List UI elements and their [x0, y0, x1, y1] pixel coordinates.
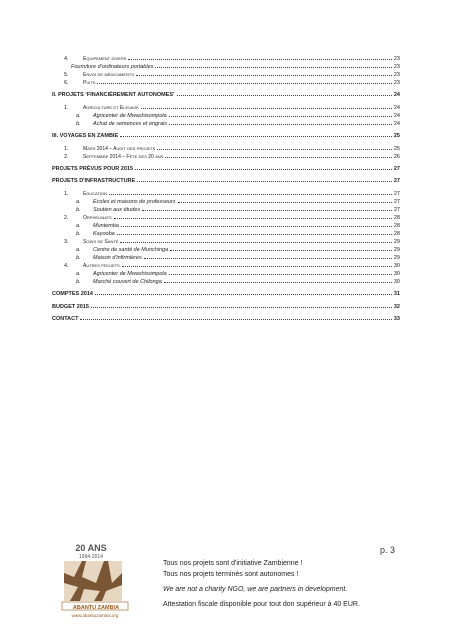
- toc-entry-page: 23: [393, 80, 400, 86]
- toc-leader-dots: [164, 276, 392, 283]
- toc-leader-dots: [169, 118, 392, 125]
- toc-entry-page: 24: [393, 120, 400, 127]
- toc-entry-title: Agricenter de Mwashisompola: [93, 270, 167, 277]
- toc-entry-title: Achat de semences et engrais: [93, 120, 167, 127]
- toc-entry-title: Septembre 2014 – Fête des 20 ans: [83, 153, 164, 160]
- logo-years: 1994-2014: [79, 554, 103, 560]
- toc-entry-title: Fourniture d'ordinateurs portables: [71, 64, 154, 70]
- toc-leader-dots: [178, 196, 392, 203]
- toc-entry-page: 23: [393, 72, 400, 78]
- toc-leader-dots: [141, 102, 392, 109]
- footer-line-1: Tous nos projets sont d'initiative Zambienne !: [163, 560, 303, 567]
- footer-line-3: We are not a charity NGO, we are partners in development.: [163, 586, 348, 593]
- toc-entry-title: Mars 2014 – Audit des projets: [83, 145, 156, 152]
- toc-entry-number: b.: [76, 278, 81, 285]
- toc-entry-page: 25: [393, 145, 400, 152]
- toc-leader-dots: [170, 244, 392, 251]
- toc-entry[interactable]: [52, 163, 400, 172]
- toc-entry[interactable]: [52, 151, 400, 160]
- toc-entry[interactable]: [52, 118, 400, 127]
- toc-entry-page: 29: [393, 254, 400, 261]
- toc-entry[interactable]: [52, 301, 400, 310]
- toc-leader-dots: [122, 260, 392, 267]
- toc-leader-dots: [80, 313, 391, 320]
- toc-leader-dots: [135, 163, 392, 170]
- toc-entry-page: 25: [393, 133, 400, 140]
- toc-entry[interactable]: [52, 288, 400, 297]
- toc-entry-number: 1.: [64, 190, 69, 197]
- toc-entry[interactable]: [52, 130, 400, 139]
- toc-leader-dots: [142, 204, 392, 211]
- toc-leader-dots: [91, 301, 392, 308]
- toc-entry-page: 24: [393, 104, 400, 111]
- toc-entry-title: Education: [83, 190, 107, 197]
- toc-entry-page: 33: [393, 316, 400, 322]
- toc-entry-page: 24: [393, 112, 400, 119]
- toc-entry[interactable]: [52, 89, 400, 98]
- toc-entry-number: a.: [76, 198, 81, 205]
- logo-brand: ABANTU ZAMBIA: [72, 605, 120, 611]
- toc-leader-dots: [128, 53, 391, 60]
- toc-entry-title: Agricenter de Mwashisompola: [93, 112, 167, 119]
- toc-leader-dots: [109, 188, 392, 195]
- toc-entry[interactable]: [52, 77, 400, 86]
- toc-entry-page: 27: [393, 198, 400, 205]
- toc-leader-dots: [114, 212, 392, 219]
- toc-leader-dots: [137, 175, 392, 182]
- logo-website: www.abantuzambia.org: [71, 613, 119, 618]
- toc-entry-title: Soins de Santé: [83, 238, 119, 245]
- toc-entry-number: 4.: [64, 56, 69, 62]
- toc-entry-title: Agriculture et Elevage: [83, 104, 139, 111]
- footer-text: [163, 558, 443, 610]
- toc-entry-title: Soutien aux études: [93, 206, 141, 213]
- footer-line-2: Tous nos projets terminés sont autonomes !: [163, 571, 299, 578]
- toc-leader-dots: [169, 110, 392, 117]
- toc-entry-number: a.: [76, 112, 81, 119]
- toc-entry[interactable]: [52, 276, 400, 285]
- toc-entry-title: II. PROJETS ‘FINANCIÈREMENT AUTONOMES’: [52, 92, 175, 99]
- toc-entry-number: 1.: [64, 145, 69, 152]
- toc-entry-title: Muntemba: [93, 222, 119, 229]
- toc-entry-number: a.: [76, 222, 81, 229]
- toc-entry-title: Marché couvert de Chilonga: [93, 278, 162, 285]
- toc-entry-title: CONTACT: [52, 316, 79, 322]
- toc-entry-title: Autres projets: [83, 262, 120, 269]
- toc-entry-page: 27: [393, 178, 400, 185]
- toc-entry-title: III. VOYAGES EN ZAMBIE: [52, 133, 119, 140]
- toc-entry[interactable]: [52, 175, 400, 184]
- toc-entry-number: b.: [76, 120, 81, 127]
- toc-entry[interactable]: [52, 313, 400, 322]
- toc-leader-dots: [177, 89, 392, 96]
- toc-entry-page: 32: [393, 303, 400, 310]
- toc-leader-dots: [120, 236, 391, 243]
- toc-leader-dots: [165, 151, 391, 158]
- toc-entry-page: 24: [393, 92, 400, 99]
- toc-leader-dots: [144, 252, 392, 259]
- toc-entry-number: 2.: [64, 153, 69, 160]
- toc-entry-number: b.: [76, 206, 81, 213]
- toc-entry-title: BUDGET 2015: [52, 303, 89, 310]
- toc-entry-title: Orphelinats: [83, 214, 112, 221]
- toc-entry-page: 23: [393, 56, 400, 62]
- toc-entry-page: 30: [393, 262, 400, 269]
- toc-entry-page: 29: [393, 246, 400, 253]
- toc-entry-page: 23: [393, 64, 400, 70]
- toc-leader-dots: [155, 61, 392, 68]
- toc-entry-page: 28: [393, 222, 400, 229]
- toc-leader-dots: [169, 268, 392, 275]
- toc-entry-title: PROJETS PRÉVUS POUR 2015: [52, 166, 134, 172]
- toc-entry-title: Ecoles et maisons de professeurs: [93, 198, 176, 205]
- toc-entry-number: 4.: [64, 262, 69, 269]
- toc-entry-page: 30: [393, 278, 400, 285]
- table-of-contents: [52, 53, 400, 321]
- toc-entry-number: a.: [76, 270, 81, 277]
- page-number: p. 3: [380, 545, 396, 555]
- logo-badge: 20 ANS: [75, 543, 107, 553]
- toc-leader-dots: [136, 69, 392, 76]
- toc-leader-dots: [117, 228, 392, 235]
- toc-entry-number: 1.: [64, 104, 69, 111]
- toc-entry-title: Centre de santé de Munchinga: [93, 246, 169, 253]
- toc-leader-dots: [120, 130, 392, 137]
- toc-entry-number: 3.: [64, 238, 69, 245]
- toc-entry-page: 29: [393, 238, 400, 245]
- toc-entry-page: 27: [393, 190, 400, 197]
- toc-entry-title: COMPTES 2014: [52, 291, 93, 298]
- toc-entry-number: b.: [76, 254, 81, 261]
- toc-leader-dots: [97, 77, 391, 84]
- toc-entry-title: Kayooba: [93, 230, 115, 237]
- toc-entry-number: 5.: [64, 72, 69, 78]
- toc-entry-number: a.: [76, 246, 81, 253]
- toc-entry-number: 6.: [64, 80, 69, 86]
- toc-entry-title: Envoi de médicaments: [83, 72, 135, 78]
- toc-entry-number: b.: [76, 230, 81, 237]
- abantu-zambia-logo: [52, 543, 130, 621]
- toc-entry-page: 27: [393, 166, 400, 172]
- toc-entry-page: 28: [393, 214, 400, 221]
- toc-entry-title: PROJETS D'INFRASTRUCTURE: [52, 178, 136, 185]
- toc-entry-title: Equipement divers: [83, 56, 127, 62]
- toc-entry-number: 2.: [64, 214, 69, 221]
- toc-entry-title: Puits: [83, 80, 96, 86]
- toc-entry-page: 26: [393, 153, 400, 160]
- toc-entry-page: 28: [393, 230, 400, 237]
- toc-entry-page: 30: [393, 270, 400, 277]
- toc-leader-dots: [157, 143, 392, 150]
- toc-leader-dots: [121, 220, 392, 227]
- toc-entry-page: 27: [393, 206, 400, 213]
- toc-leader-dots: [95, 288, 392, 295]
- toc-entry-title: Maison d'infirmières: [93, 254, 142, 261]
- toc-entry-page: 31: [393, 291, 400, 298]
- footer-line-4: Attestation fiscale disponible pour tout don supérieur à 40 EUR.: [163, 601, 360, 608]
